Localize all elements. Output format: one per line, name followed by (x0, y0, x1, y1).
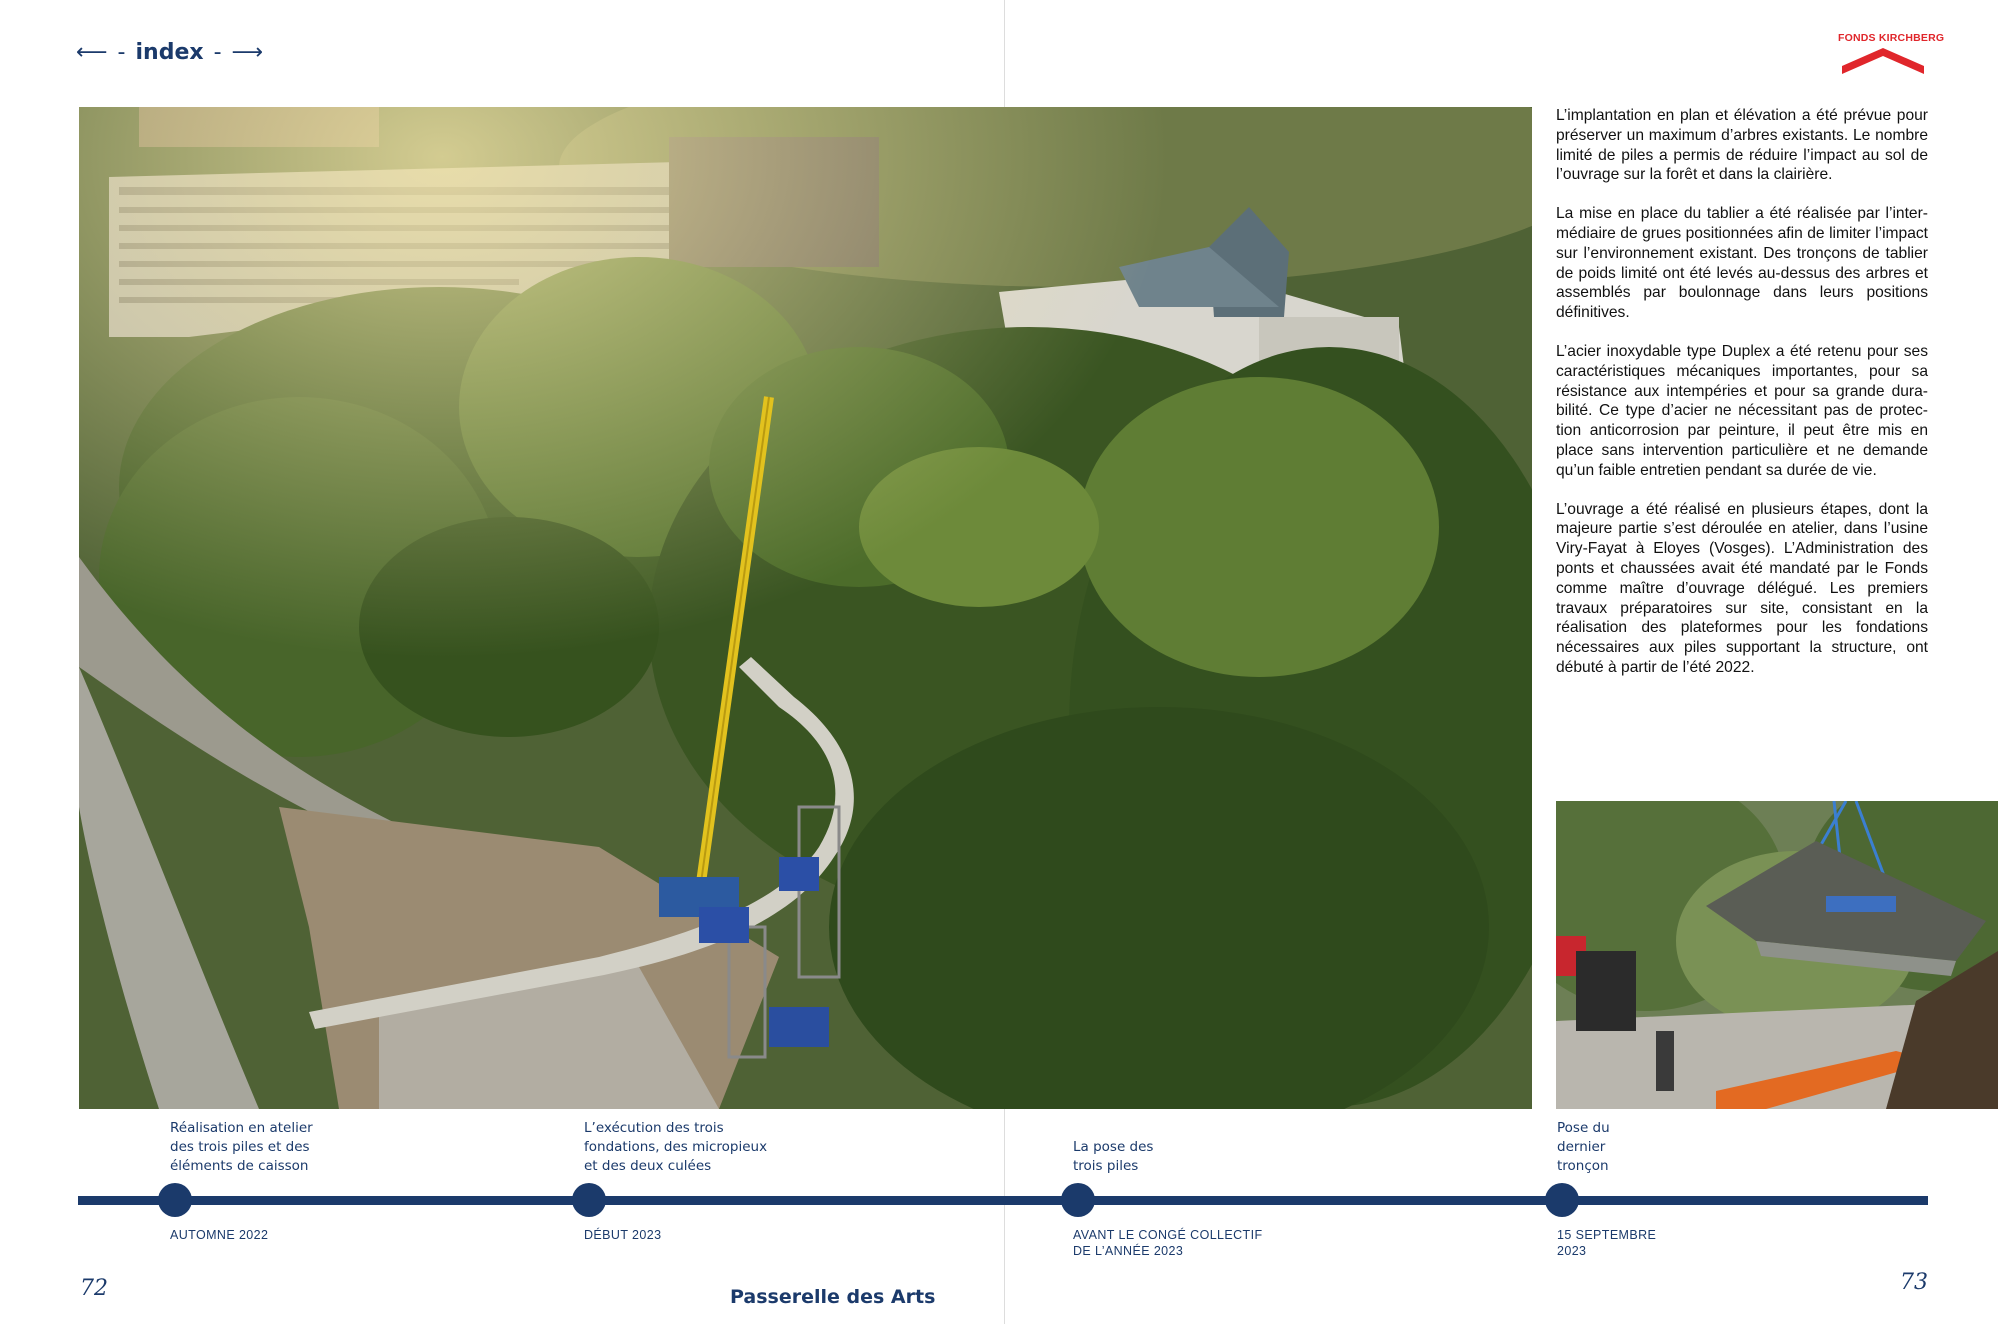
text-line: et des deux culées (584, 1158, 712, 1174)
page-number-right: 73 (1900, 1270, 1928, 1295)
text-line: tronçon (1557, 1158, 1609, 1174)
timeline-marker (1061, 1183, 1095, 1217)
text-line: fondations, des micropieux (584, 1139, 768, 1155)
text-line: trois piles (1073, 1158, 1139, 1174)
timeline-bar (78, 1196, 1928, 1205)
text-line: L’exécution des trois (584, 1120, 724, 1136)
text-line: DE L’ANNÉE 2023 (1073, 1244, 1184, 1258)
text-line: 2023 (1557, 1244, 1587, 1258)
aerial-photo-construction (79, 107, 1532, 1109)
arrow-left-icon: ⟵ (76, 40, 108, 65)
paragraph: L’ouvrage a été réalisé en plusieurs étapes, dont la majeure partie s’est déroulée en atelier, dans l’usine Viry-Fayat à Eloyes (Vosges). L’Administration des ponts et chaussées avait été mandaté par le Fonds comme maître d’ouvrage délégué. Les premiers travaux préparatoires sur site, consistant en la réalisation des plateformes pour les fondations nécessaires aux piles supportant la structure, ont débuté à partir de l’été 2022. (1556, 500, 1928, 676)
arrow-right-icon: ⟶ (231, 40, 264, 65)
timeline-marker (572, 1183, 606, 1217)
timeline-step-description (1557, 1119, 1757, 1176)
timeline-step-date (170, 1227, 430, 1243)
logo-roof-icon (1838, 30, 1945, 76)
timeline-step-description (170, 1119, 430, 1176)
text-line: AUTOMNE 2022 (170, 1228, 269, 1242)
timeline-marker (1545, 1183, 1579, 1217)
timeline-step-date (1557, 1227, 1757, 1259)
paragraph: L’implantation en plan et élévation a été prévue pour préserver un maximum d’arbres existants. Le nombre limité de piles a permis de réduire l’impact au sol de l’ouvrage sur la forêt et dans la clairière. (1556, 107, 1928, 184)
photo-last-segment-lift (1556, 801, 1998, 1109)
text-line: des trois piles et des (170, 1139, 310, 1155)
dash-separator: - (213, 40, 222, 65)
index-nav-link[interactable] (76, 40, 263, 65)
text-line: DÉBUT 2023 (584, 1228, 662, 1242)
dash-separator: - (117, 40, 126, 65)
text-line: Réalisation en atelier (170, 1120, 313, 1136)
page-number-left: 72 (80, 1276, 108, 1301)
paragraph: L’acier inoxydable type Duplex a été retenu pour ses caractéristiques mécaniques importantes, pour sa résistance aux intempéries et pour sa grande durabilité. Ce type d’acier ne nécessitant pas de protection anticorrosion par peinture, il peut être mis en place sans intervention particulière et ne demande qu’un faible entretien pendant sa durée de vie. (1556, 342, 1928, 479)
running-title: Passerelle des Arts (730, 1286, 936, 1308)
text-line: éléments de caisson (170, 1158, 309, 1174)
text-line: Pose du (1557, 1120, 1610, 1136)
text-line: 15 SEPTEMBRE (1557, 1228, 1657, 1242)
logo-text: FONDS KIRCHBERG (1838, 32, 1945, 44)
text-line: AVANT LE CONGÉ COLLECTIF (1073, 1228, 1263, 1242)
timeline-step-date (584, 1227, 844, 1243)
index-label: index (135, 40, 204, 65)
timeline-step-description (1073, 1138, 1333, 1176)
text-line: La pose des (1073, 1139, 1154, 1155)
text-line: dernier (1557, 1139, 1606, 1155)
fonds-kirchberg-logo (1838, 30, 1945, 76)
paragraph: La mise en place du tablier a été réalisée par l’intermédiaire de grues positionnées afin de limiter l’impact sur l’environnement existant. Des tronçons de tablier de poids limité ont été levés au-dessus des arbres et assemblés par boulonnage dans leurs positions définitives. (1556, 205, 1928, 322)
timeline-step-date (1073, 1227, 1333, 1259)
timeline-marker (158, 1183, 192, 1217)
timeline-step-description (584, 1119, 844, 1176)
article-body (1556, 106, 1928, 697)
